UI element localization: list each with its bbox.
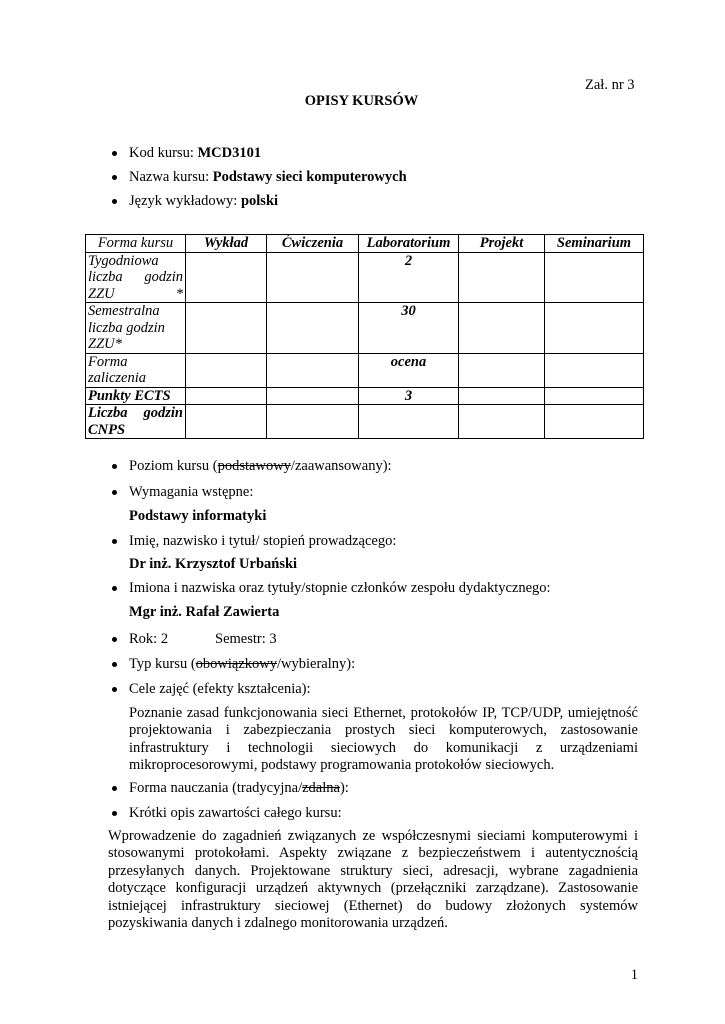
table-cell [267, 405, 359, 439]
table-cell [267, 303, 359, 354]
table-cell [545, 303, 644, 354]
table-cell [459, 387, 545, 405]
table-cell: 30 [359, 303, 459, 354]
table-cell [545, 252, 644, 303]
row-label: Liczba godzin CNPS [86, 405, 186, 439]
course-hours-table [85, 234, 644, 439]
table-cell [186, 303, 267, 354]
goals-text: Poznanie zasad funkcjonowania sieci Ethernet, protokołów IP, TCP/UDP, umiejętność projektowania i zabezpieczania prostych sieci komputerowych, zastosowanie infrastruktury i technologii sieciowych do komunikacji z urządzeniami mikroprocesorowymi, podstawy programowania protokołów sieciowych. [129, 705, 638, 774]
table-cell: ocena [359, 353, 459, 387]
course-language: polski [240, 193, 279, 209]
table-cell [459, 353, 545, 387]
table-cell: 3 [359, 387, 459, 405]
team-value: Mgr inż. Rafał Zawierta [129, 604, 280, 620]
table-cell [545, 353, 644, 387]
lecturer-value: Dr inż. Krzysztof Urbański [129, 556, 298, 572]
description-text: Wprowadzenie do zagadnień związanych ze współczesnymi sieciami komputerowymi i stosowanymi protokołami. Aspekty związane z bezpieczeństwem i autentycznością przesyłanych danych. Projektowane struktury sieci, adresacji, wybrane zagadnienia dotyczące konfiguracji urządzeń aktywnych (przełączniki zarządzane). Zastosowanie istniejącej infrastruktury sieciowej (Ethernet) do budowy złożonych systemów pozyskiwania danych i zdalnego monitorowania urządzeń. [108, 828, 638, 932]
table-cell [186, 387, 267, 405]
table-cell [267, 353, 359, 387]
table-cell [545, 405, 644, 439]
page-number: 1 [630, 967, 638, 983]
row-label: Tygodniowa liczba godzin ZZU * [86, 252, 186, 303]
table-header-row [86, 235, 644, 253]
table-header-cell: Forma kursu [86, 235, 186, 253]
table-header-cell: Ćwiczenia [267, 235, 359, 253]
course-code: MCD3101 [197, 145, 262, 161]
struck-option: podstawowy [217, 458, 291, 474]
table-row [86, 387, 644, 405]
table-cell [267, 387, 359, 405]
table-header-cell: Wykład [186, 235, 267, 253]
struck-option: zdalna [302, 780, 340, 796]
prerequisites-value: Podstawy informatyki [129, 508, 267, 524]
table-cell [267, 252, 359, 303]
table-row [86, 405, 644, 439]
table-cell [359, 405, 459, 439]
table-cell [186, 405, 267, 439]
table-row [86, 252, 644, 303]
table-header-cell: Laboratorium [359, 235, 459, 253]
page-title: OPISY KURSÓW [304, 93, 419, 109]
row-label: Forma zaliczenia [86, 353, 186, 387]
row-label: Punkty ECTS [86, 387, 186, 405]
attachment-number: Zał. nr 3 [585, 77, 635, 93]
row-label: Semestralna liczba godzin ZZU* [86, 303, 186, 354]
table-cell [459, 405, 545, 439]
table-cell [545, 387, 644, 405]
struck-option: obowiązkowy [195, 656, 277, 672]
table-row [86, 353, 644, 387]
table-row [86, 303, 644, 354]
table-header-cell: Projekt [459, 235, 545, 253]
table-cell [186, 353, 267, 387]
semester-value: Semestr: 3 [215, 631, 277, 647]
table-cell [459, 303, 545, 354]
table-cell [459, 252, 545, 303]
table-header-cell: Seminarium [545, 235, 644, 253]
course-name: Podstawy sieci komputerowych [212, 169, 407, 185]
table-cell: 2 [359, 252, 459, 303]
table-cell [186, 252, 267, 303]
